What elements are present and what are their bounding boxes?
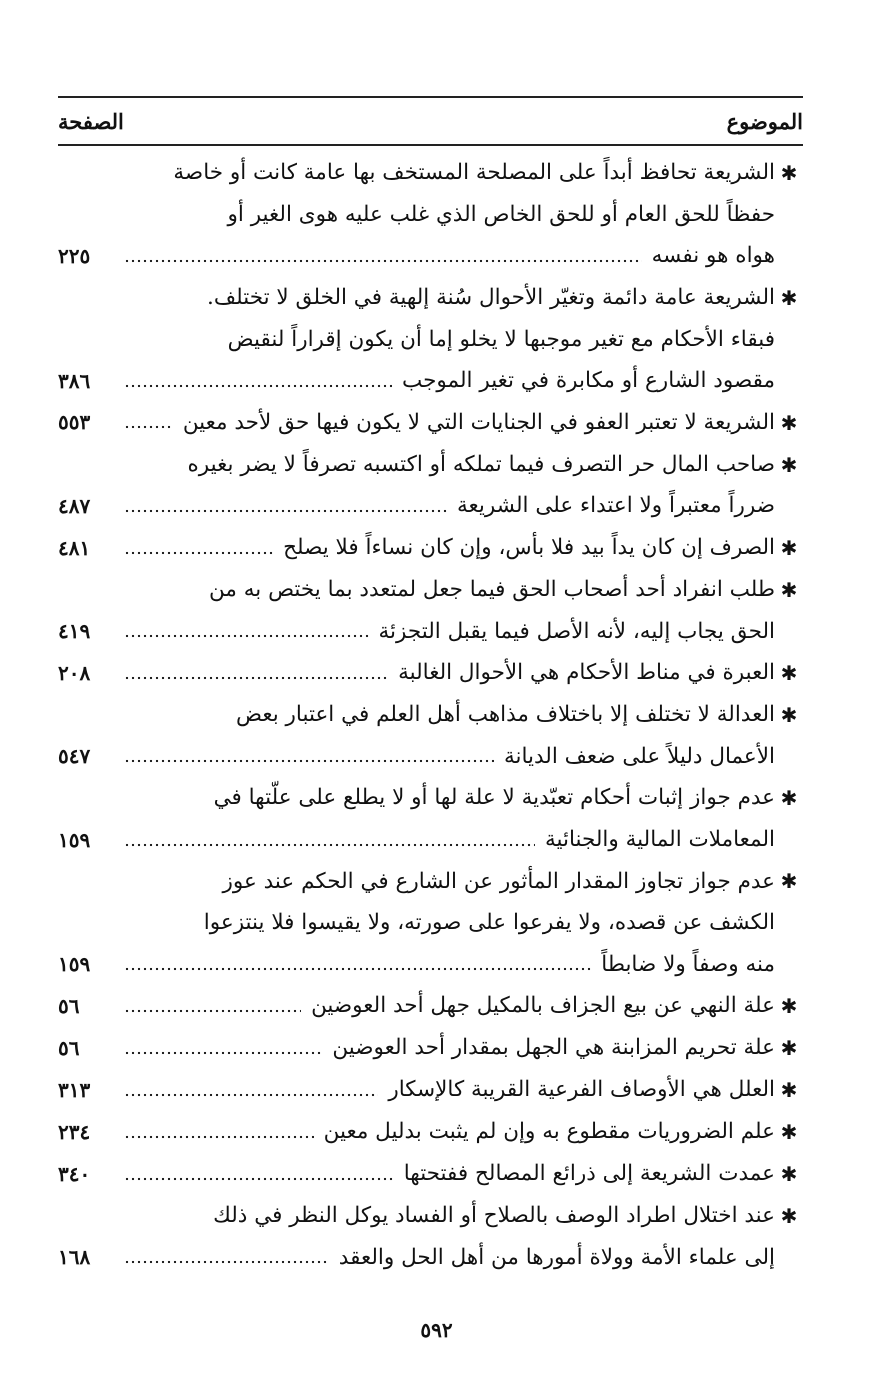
asterisk-bullet-icon: ✱ bbox=[780, 452, 798, 477]
index-entry-text: الشريعة عامة دائمة وتغيّر الأحوال سُنة إلهية في الخلق لا تختلف. bbox=[207, 285, 775, 311]
asterisk-bullet-icon: ✱ bbox=[780, 161, 798, 185]
dot-leader bbox=[124, 756, 494, 766]
index-entry-text: فبقاء الأحكام مع تغير موجبها لا يخلو إما أن يكون إقراراً لنقيض bbox=[227, 326, 775, 352]
index-entry-line bbox=[58, 402, 775, 444]
index-entry-text: علة تحريم المزابنة هي الجهل بمقدار أحد العوضين bbox=[332, 1035, 775, 1061]
dot-leader bbox=[124, 1132, 314, 1142]
index-entry-line bbox=[58, 1069, 775, 1111]
index-entry-line bbox=[58, 1111, 775, 1153]
index-entry-line bbox=[58, 694, 775, 736]
index-entry-line bbox=[58, 1153, 775, 1195]
dot-leader bbox=[124, 256, 642, 266]
asterisk-bullet-icon: ✱ bbox=[780, 1036, 798, 1061]
page-number: ٥٩٢ bbox=[420, 1318, 453, 1342]
index-entry-text: هواه هو نفسه bbox=[651, 243, 775, 269]
index-entry-page-number: ٢٣٤ bbox=[58, 1119, 91, 1144]
index-entry-page-number: ٥٤٧ bbox=[58, 744, 91, 769]
asterisk-bullet-icon: ✱ bbox=[780, 786, 798, 811]
dot-leader bbox=[124, 964, 591, 974]
asterisk-bullet-icon: ✱ bbox=[780, 1162, 798, 1187]
asterisk-bullet-icon: ✱ bbox=[780, 577, 798, 602]
asterisk-bullet-icon: ✱ bbox=[780, 1078, 798, 1103]
index-entry-text: الشريعة لا تعتبر العفو في الجنايات التي لا يكون فيها حق لأحد معين bbox=[182, 409, 775, 435]
index-entry-page-number: ٤١٩ bbox=[58, 619, 91, 644]
index-entry bbox=[58, 277, 803, 402]
index-entry bbox=[58, 1195, 803, 1278]
index-entry bbox=[58, 569, 803, 652]
index-entry-text: حفظاً للحق العام أو للحق الخاص الذي غلب عليه هوى الغير أو bbox=[227, 201, 775, 227]
index-entry-page-number: ٤٨١ bbox=[58, 535, 91, 560]
index-entry bbox=[58, 985, 803, 1027]
index-entry-text: طلب انفراد أحد أصحاب الحق فيما جعل لمتعدد بما يختص به من bbox=[209, 577, 775, 603]
index-entry-page-number: ٣٨٦ bbox=[58, 368, 91, 393]
index-entry-page-number: ٣٤٠ bbox=[58, 1161, 91, 1186]
index-entry-line bbox=[58, 569, 775, 611]
asterisk-bullet-icon: ✱ bbox=[780, 994, 798, 1019]
index-entry-line bbox=[58, 610, 775, 652]
index-entry bbox=[58, 777, 803, 860]
index-entry-line bbox=[58, 318, 775, 360]
asterisk-bullet-icon: ✱ bbox=[780, 535, 798, 560]
dot-leader bbox=[124, 1090, 378, 1100]
dot-leader bbox=[124, 673, 388, 683]
dot-leader bbox=[124, 548, 273, 558]
asterisk-bullet-icon: ✱ bbox=[780, 1120, 798, 1145]
index-entry-text: المعاملات المالية والجنائية bbox=[544, 827, 775, 853]
index-entry bbox=[58, 1111, 803, 1153]
index-entry bbox=[58, 1069, 803, 1111]
asterisk-bullet-icon: ✱ bbox=[780, 702, 798, 727]
index-entry bbox=[58, 860, 803, 985]
asterisk-bullet-icon: ✱ bbox=[780, 285, 798, 310]
dot-leader bbox=[124, 1006, 301, 1016]
index-entry-line bbox=[58, 235, 775, 277]
index-entry bbox=[58, 1027, 803, 1069]
index-entry-line bbox=[58, 194, 775, 236]
index-entry-page-number: ٣١٣ bbox=[58, 1077, 91, 1102]
index-entry-text: الشريعة تحافظ أبداً على المصلحة المستخف بها عامة كانت أو خاصة bbox=[173, 160, 775, 186]
index-entry bbox=[58, 527, 803, 569]
index-entry-line bbox=[58, 360, 775, 402]
index-entry-line bbox=[58, 152, 775, 194]
index-entry-page-number: ١٥٩ bbox=[58, 952, 91, 977]
index-entry-line bbox=[58, 736, 775, 778]
index-entry-line bbox=[58, 1027, 775, 1069]
index-entry bbox=[58, 402, 803, 444]
index-entry-page-number: ٥٥٣ bbox=[58, 410, 91, 435]
index-entry-text: منه وصفاً ولا ضابطاً bbox=[601, 951, 775, 977]
index-entry-text: إلى علماء الأمة وولاة أمورها من أهل الحل والعقد bbox=[338, 1244, 775, 1270]
index-entry-line bbox=[58, 777, 775, 819]
index-entry-text: الحق يجاب إليه، لأنه الأصل فيما يقبل التجزئة bbox=[378, 618, 775, 644]
index-entry-text: الأعمال دليلاً على ضعف الديانة bbox=[503, 743, 775, 769]
index-entry-line bbox=[58, 485, 775, 527]
dot-leader bbox=[124, 381, 392, 391]
index-entry-line bbox=[58, 819, 775, 861]
dot-leader bbox=[124, 1048, 322, 1058]
index-entries-list bbox=[58, 152, 803, 1278]
page-column-label: الصفحة bbox=[58, 108, 124, 134]
index-entry bbox=[58, 1153, 803, 1195]
index-entry-text: عدم جواز تجاوز المقدار المأثور عن الشارع في الحكم عند عوز bbox=[222, 868, 775, 894]
index-entry bbox=[58, 152, 803, 277]
index-entry bbox=[58, 652, 803, 694]
index-entry-text: علة النهي عن بيع الجزاف بالمكيل جهل أحد العوضين bbox=[311, 993, 775, 1019]
index-entry-text: الصرف إن كان يداً بيد فلا بأس، وإن كان نساءاً فلا يصلح bbox=[283, 535, 775, 561]
dot-leader bbox=[124, 631, 369, 641]
index-entry-page-number: ١٦٨ bbox=[58, 1245, 91, 1270]
asterisk-bullet-icon: ✱ bbox=[780, 410, 798, 435]
index-entry bbox=[58, 694, 803, 777]
index-header bbox=[58, 96, 803, 146]
index-entry-text: مقصود الشارع أو مكابرة في تغير الموجب bbox=[402, 368, 775, 394]
index-entry-text: صاحب المال حر التصرف فيما تملكه أو اكتسبه تصرفاً لا يضر بغيره bbox=[187, 451, 775, 477]
dot-leader bbox=[124, 422, 173, 432]
index-entry-line bbox=[58, 860, 775, 902]
dot-leader bbox=[124, 1174, 394, 1184]
index-entry-line bbox=[58, 527, 775, 569]
index-entry-page-number: ٥٦ bbox=[58, 1035, 80, 1060]
index-entry-text: ضرراً معتبراً ولا اعتداء على الشريعة bbox=[457, 493, 775, 519]
index-entry-page-number: ١٥٩ bbox=[58, 827, 91, 852]
dot-leader bbox=[124, 506, 447, 516]
index-entry bbox=[58, 444, 803, 527]
asterisk-bullet-icon: ✱ bbox=[780, 660, 798, 685]
index-entry-line bbox=[58, 1195, 775, 1237]
index-entry-page-number: ٤٨٧ bbox=[58, 493, 91, 518]
index-entry-text: علم الضروريات مقطوع به وإن لم يثبت بدليل معين bbox=[323, 1119, 775, 1145]
index-entry-line bbox=[58, 277, 775, 319]
index-entry-line bbox=[58, 444, 775, 486]
index-entry-page-number: ٢٠٨ bbox=[58, 660, 91, 685]
index-entry-text: العبرة في مناط الأحكام هي الأحوال الغالبة bbox=[398, 660, 775, 686]
index-entry-line bbox=[58, 652, 775, 694]
index-entry-text: العلل هي الأوصاف الفرعية القريبة كالإسكار bbox=[388, 1077, 775, 1103]
index-entry-line bbox=[58, 985, 775, 1027]
dot-leader bbox=[124, 840, 535, 850]
index-entry-line bbox=[58, 944, 775, 986]
index-entry-line bbox=[58, 902, 775, 944]
index-entry-text: عمدت الشريعة إلى ذرائع المصالح ففتحتها bbox=[403, 1161, 775, 1187]
index-entry-text: عدم جواز إثبات أحكام تعبّدية لا علة لها أو لا يطلع على علّتها في bbox=[213, 785, 775, 811]
topic-column-label: الموضوع bbox=[726, 108, 803, 134]
index-entry-text: عند اختلال اطراد الوصف بالصلاح أو الفساد يوكل النظر في ذلك bbox=[213, 1203, 775, 1229]
dot-leader bbox=[124, 1257, 329, 1267]
asterisk-bullet-icon: ✱ bbox=[780, 869, 798, 894]
index-entry-text: العدالة لا تختلف إلا باختلاف مذاهب أهل العلم في اعتبار بعض bbox=[236, 702, 775, 728]
asterisk-bullet-icon: ✱ bbox=[780, 1204, 798, 1229]
index-entry-text: الكشف عن قصده، ولا يفرعوا على صورته، ولا يقيسوا فلا ينتزعوا bbox=[203, 910, 775, 936]
index-entry-line bbox=[58, 1237, 775, 1279]
index-entry-page-number: ٥٦ bbox=[58, 993, 80, 1018]
index-entry-page-number: ٢٢٥ bbox=[58, 243, 91, 268]
